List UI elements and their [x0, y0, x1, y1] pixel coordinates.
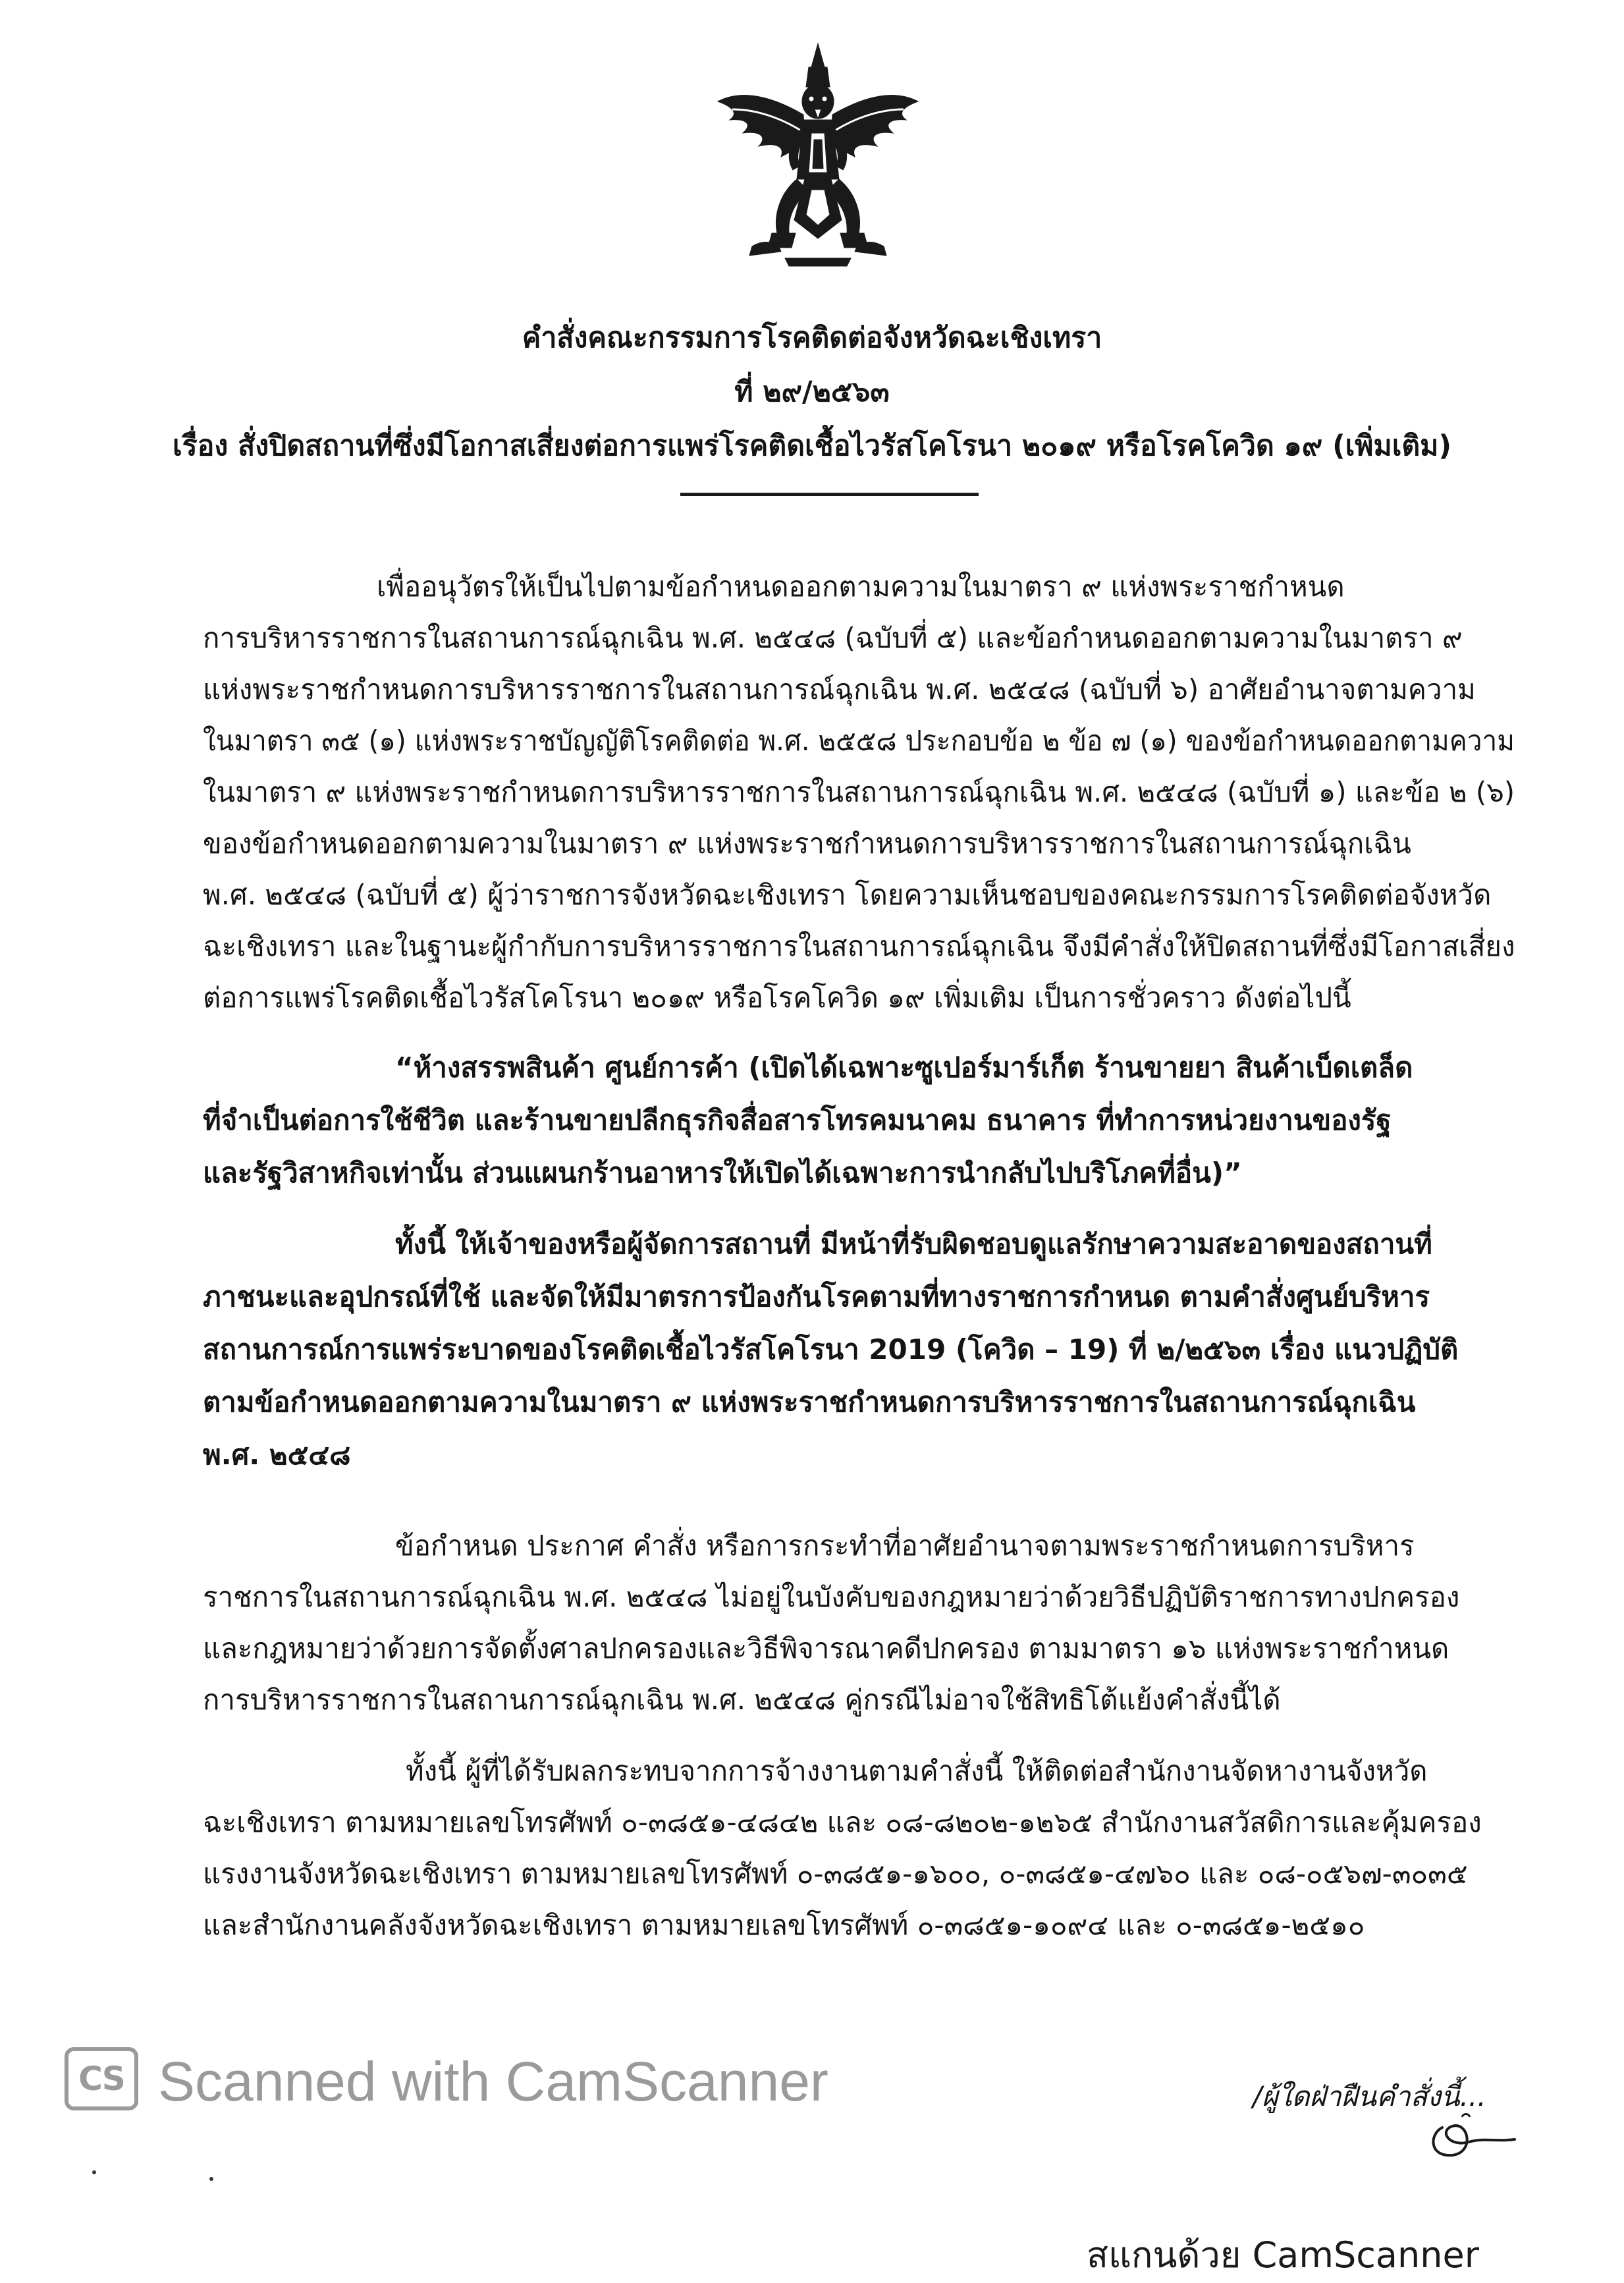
paragraph-line: แห่งพระราชกำหนดการบริหารราชการในสถานการณ์ฉุกเฉิน พ.ศ. ๒๕๔๘ (ฉบับที่ ๖) อาศัยอำนาจตามความ [203, 673, 1476, 705]
scan-footer: สแกนด้วย CamScanner [1087, 2234, 1479, 2276]
paragraph-line: การบริหารราชการในสถานการณ์ฉุกเฉิน พ.ศ. ๒๕๔๘ (ฉบับที่ ๕) และข้อกำหนดออกตามความในมาตรา ๙ [203, 622, 1463, 654]
paragraph-line: ต่อการแพร่โรคติดเชื้อไวรัสโคโรนา ๒๐๑๙ หรือโรคโควิด ๑๙ เพิ่มเติม เป็นการชั่วคราว ดังต่อไปนี้ [203, 981, 1351, 1014]
paragraph-line: เพื่ออนุวัตรให้เป็นไปตามข้อกำหนดออกตามความในมาตรา ๙ แห่งพระราชกำหนด [377, 570, 1345, 603]
paragraph-line: ทั้งนี้ ผู้ที่ได้รับผลกระทบจากการจ้างงานตามคำสั่งนี้ ให้ติดต่อสำนักงานจัดหางานจังหวัด [406, 1755, 1428, 1787]
order-number: ที่ ๒๙/๒๕๖๓ [734, 375, 890, 408]
paragraph-line: ในมาตรา ๓๕ (๑) แห่งพระราชบัญญัติโรคติดต่อ พ.ศ. ๒๕๕๘ ประกอบข้อ ๒ ข้อ ๗ (๑) ของข้อกำหนดออกตามความ [203, 725, 1515, 757]
continuation-note: /ผู้ใดฝ่าฝืนคำสั่งนี้... [1253, 2080, 1486, 2112]
paragraph-line: ข้อกำหนด ประกาศ คำสั่ง หรือการกระทำที่อาศัยอำนาจตามพระราชกำหนดการบริหาร [395, 1529, 1415, 1562]
paragraph-line: และสำนักงานคลังจังหวัดฉะเชิงเทรา ตามหมายเลขโทรศัพท์ ๐-๓๘๕๑-๑๐๙๔ และ ๐-๓๘๕๑-๒๕๑๐ [203, 1909, 1365, 1941]
paragraph-line: สถานการณ์การแพร่ระบาดของโรคติดเชื้อไวรัสโคโรนา 2019 (โควิด – 19) ที่ ๒/๒๕๖๓ เรื่อง แนวปฏิบัติ [203, 1333, 1459, 1365]
quote-line: ที่จำเป็นต่อการใช้ชีวิต และร้านขายปลีกธุรกิจสื่อสารโทรคมนาคม ธนาคาร ที่ทำการหน่วยงานของรัฐ [203, 1104, 1392, 1136]
scan-speck [92, 2170, 96, 2174]
paragraph-line: ของข้อกำหนดออกตามความในมาตรา ๙ แห่งพระราชกำหนดการบริหารราชการในสถานการณ์ฉุกเฉิน [203, 827, 1411, 860]
paragraph-line: แรงงานจังหวัดฉะเชิงเทรา ตามหมายเลขโทรศัพท์ ๐-๓๘๕๑-๑๖๐๐, ๐-๓๘๕๑-๔๗๖๐ และ ๐๘-๐๕๖๗-๓๐๓๕ [203, 1857, 1468, 1890]
paragraph-line: ฉะเชิงเทรา ตามหมายเลขโทรศัพท์ ๐-๓๘๕๑-๔๘๔๒ และ ๐๘-๘๒๐๒-๑๒๖๕ สำนักงานสวัสดิการและคุ้มครอง [203, 1806, 1482, 1838]
paragraph-line: ภาชนะและอุปกรณ์ที่ใช้ และจัดให้มีมาตรการป้องกันโรคตามที่ทางราชการกำหนด ตามคำสั่งศูนย์บริหาร [203, 1280, 1430, 1313]
paragraph-line: ทั้งนี้ ให้เจ้าของหรือผู้จัดการสถานที่ มีหน้าที่รับผิดชอบดูแลรักษาความสะอาดของสถานที่ [395, 1228, 1432, 1260]
paragraph-line: และกฎหมายว่าด้วยการจัดตั้งศาลปกครองและวิธีพิจารณาคดีปกครอง ตามมาตรา ๑๖ แห่งพระราชกำหนด [203, 1632, 1449, 1664]
camscanner-logo-icon: CS [65, 2047, 138, 2110]
camscanner-watermark: Scanned with CamScanner [158, 2050, 828, 2112]
quote-line: “ห้างสรรพสินค้า ศูนย์การค้า (เปิดได้เฉพาะซูเปอร์มาร์เก็ต ร้านขายยา สินค้าเบ็ดเตล็ด [395, 1051, 1413, 1084]
quote-line: และรัฐวิสาหกิจเท่านั้น ส่วนแผนกร้านอาหารให้เปิดได้เฉพาะการนำกลับไปบริโภคที่อื่น)” [203, 1157, 1242, 1189]
garuda-emblem-icon [713, 41, 923, 271]
order-title: คำสั่งคณะกรรมการโรคติดต่อจังหวัดฉะเชิงเทรา [522, 321, 1102, 354]
header-divider [680, 493, 979, 496]
paragraph-line: ราชการในสถานการณ์ฉุกเฉิน พ.ศ. ๒๕๔๘ ไม่อยู่ในบังคับของกฎหมายว่าด้วยวิธีปฏิบัติราชการทางปกครอง [203, 1581, 1460, 1613]
paragraph-line: ในมาตรา ๙ แห่งพระราชกำหนดการบริหารราชการในสถานการณ์ฉุกเฉิน พ.ศ. ๒๕๔๘ (ฉบับที่ ๑) และข้อ ๒ (๖) [203, 776, 1515, 808]
paragraph-line: ฉะเชิงเทรา และในฐานะผู้กำกับการบริหารราชการในสถานการณ์ฉุกเฉิน จึงมีคำสั่งให้ปิดสถานที่ซึ่งมีโอกาสเสี่ยง [203, 930, 1515, 962]
scan-speck [209, 2177, 213, 2181]
paragraph-line: การบริหารราชการในสถานการณ์ฉุกเฉิน พ.ศ. ๒๕๔๘ คู่กรณีไม่อาจใช้สิทธิโต้แย้งคำสั่งนี้ได้ [203, 1684, 1281, 1716]
signature-scribble [1422, 2101, 1521, 2167]
paragraph-line: พ.ศ. ๒๕๔๘ (ฉบับที่ ๕) ผู้ว่าราชการจังหวัดฉะเชิงเทรา โดยความเห็นชอบของคณะกรรมการโรคติดต่อจังหวัด [203, 879, 1492, 911]
order-subject: เรื่อง สั่งปิดสถานที่ซึ่งมีโอกาสเสี่ยงต่อการแพร่โรคติดเชื้อไวรัสโคโรนา ๒๐๑๙ หรือโรคโควิด ๑๙ (เพิ่มเติม) [173, 429, 1451, 462]
paragraph-line: พ.ศ. ๒๕๔๘ [203, 1439, 351, 1471]
paragraph-line: ตามข้อกำหนดออกตามความในมาตรา ๙ แห่งพระราชกำหนดการบริหารราชการในสถานการณ์ฉุกเฉิน [203, 1386, 1416, 1418]
